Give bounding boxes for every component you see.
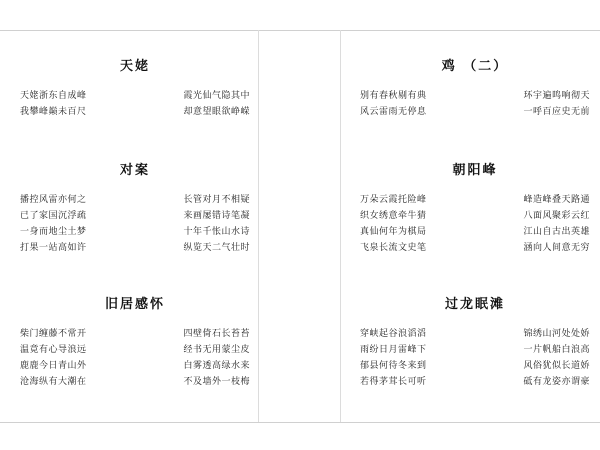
poem-title: 朝阳峰	[452, 163, 498, 178]
line-first-half: 穿峡起谷浪滔滔	[360, 329, 427, 339]
line-second-half: 锦绣山河处处娇	[523, 329, 590, 339]
poem-line	[20, 358, 250, 374]
line-first-half: 飞泉长流文史笔	[360, 243, 427, 253]
poem-zhaoyang-feng	[360, 162, 590, 256]
poem-line	[20, 240, 250, 256]
line-first-half: 沧海纵有大潮在	[20, 377, 87, 387]
poem-title: 天姥	[119, 59, 150, 74]
line-first-half: 我攀峰巅未百尺	[20, 107, 87, 117]
poem-title: 对案	[119, 163, 150, 178]
poem-line	[20, 342, 250, 358]
line-second-half: 长管对月不相疑	[183, 195, 250, 205]
poem-title: 旧居感怀	[104, 297, 165, 312]
line-second-half: 砥有龙姿亦谓豪	[523, 377, 590, 387]
line-second-half: 八面风聚彩云红	[523, 211, 590, 221]
left-page-edge	[258, 30, 259, 422]
line-first-half: 万朵云霞托险峰	[360, 195, 427, 205]
line-second-half: 四壁倚石长苔苔	[183, 329, 250, 339]
line-first-half: 别有春秋剔有典	[360, 91, 427, 101]
line-second-half: 却意望眼欲峥嵘	[183, 107, 250, 117]
right-page-edge	[340, 30, 341, 422]
line-first-half: 播控风雷亦何之	[20, 195, 87, 205]
poem-line	[20, 104, 250, 120]
line-first-half: 织女绣意牵牛猜	[360, 211, 427, 221]
line-first-half: 雨纷日月雷峰下	[360, 345, 427, 355]
line-first-half: 郁县何待冬来到	[360, 361, 427, 371]
line-first-half: 一身而地尘土梦	[20, 227, 87, 237]
line-second-half: 白雾透高绿水来	[183, 361, 250, 371]
line-second-half: 涵向人间意无穷	[523, 243, 590, 253]
poem-title: 过龙眠滩	[444, 297, 505, 312]
poem-line	[360, 192, 590, 208]
right-page	[360, 30, 590, 422]
poem-line	[20, 374, 250, 390]
poem-guo-longmian-tan	[360, 296, 590, 390]
line-second-half: 一呼百应史无前	[523, 107, 590, 117]
poem-tianmu	[20, 58, 250, 120]
poem-line	[360, 208, 590, 224]
line-second-half: 风俗犹似长道娇	[523, 361, 590, 371]
bottom-divider	[0, 422, 600, 423]
line-first-half: 天姥浙东自成峰	[20, 91, 87, 101]
poem-line	[360, 358, 590, 374]
poem-line	[360, 240, 590, 256]
poem-line	[20, 192, 250, 208]
line-second-half: 霞光仙气隐其中	[183, 91, 250, 101]
line-second-half: 经书无用蒙尘皮	[183, 345, 250, 355]
line-first-half: 风云雷雨无停息	[360, 107, 427, 117]
poem-line	[360, 88, 590, 104]
line-second-half: 江山自古出英雄	[523, 227, 590, 237]
line-first-half: 若得茅茸长可听	[360, 377, 427, 387]
poem-line	[360, 104, 590, 120]
line-first-half: 真仙何年为棋局	[360, 227, 427, 237]
line-second-half: 纵览天二气壮时	[183, 243, 250, 253]
poem-ji-er	[360, 58, 590, 120]
poem-line	[360, 374, 590, 390]
line-first-half: 柴门缠藤不常开	[20, 329, 87, 339]
left-page	[20, 30, 250, 422]
poem-line	[20, 326, 250, 342]
poem-line	[360, 326, 590, 342]
poem-line	[20, 208, 250, 224]
line-first-half: 温竟有心导浪远	[20, 345, 87, 355]
line-first-half: 打果一站高如许	[20, 243, 87, 253]
line-second-half: 一片帆船白浪高	[523, 345, 590, 355]
line-first-half: 鹿鹿今日青山外	[20, 361, 87, 371]
poem-line	[20, 224, 250, 240]
poem-title: 鸡 （二）	[441, 59, 509, 74]
poem-line	[360, 224, 590, 240]
line-second-half: 十年千怅山水诗	[183, 227, 250, 237]
line-first-half: 已了家国沉浮疏	[20, 211, 87, 221]
poem-line	[20, 88, 250, 104]
poem-jiuju-ganhuai	[20, 296, 250, 390]
line-second-half: 环宇遍鸣响彻天	[523, 91, 590, 101]
poem-duian	[20, 162, 250, 256]
line-second-half: 来画屡错诗笔凝	[183, 211, 250, 221]
line-second-half: 不及墙外一枝梅	[183, 377, 250, 387]
poem-line	[360, 342, 590, 358]
line-second-half: 峰造峰叠天路通	[523, 195, 590, 205]
